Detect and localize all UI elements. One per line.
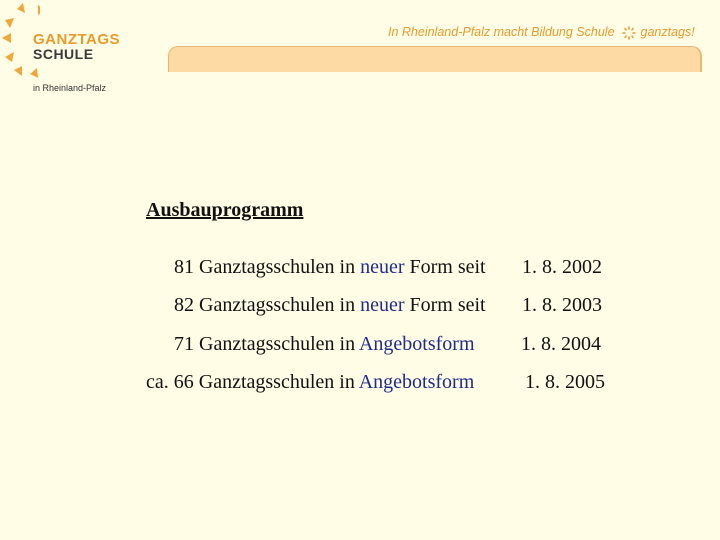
- row-date: 1. 8. 2005: [525, 371, 605, 393]
- slogan-text: In Rheinland-Pfalz macht Bildung Schule: [388, 25, 615, 39]
- row-date: 1. 8. 2003: [522, 294, 602, 316]
- list-item: [174, 256, 486, 279]
- ganztagsschule-logo: [0, 0, 130, 100]
- row-date: 1. 8. 2004: [521, 333, 601, 355]
- header-bar: [168, 46, 702, 72]
- list-item: [174, 294, 486, 317]
- row-text: ca. 66 Ganztagsschulen in: [146, 371, 359, 393]
- list-item: [146, 371, 474, 394]
- logo-title-ganztags: GANZTAGS: [33, 31, 121, 48]
- row-date: 1. 8. 2002: [522, 256, 602, 278]
- row-highlight: Angebotsform: [358, 371, 475, 393]
- sun-burst-icon: [621, 26, 637, 40]
- logo-subtitle: in Rheinland-Pfalz: [33, 83, 107, 93]
- row-text: 71 Ganztagsschulen in: [174, 333, 359, 355]
- row-highlight: Angebotsform: [358, 333, 475, 355]
- row-suffix: Form seit: [404, 256, 486, 278]
- row-text: 82 Ganztagsschulen in: [174, 294, 361, 316]
- header-slogan: [388, 25, 695, 40]
- row-suffix: Form seit: [404, 294, 486, 316]
- slogan-ganztags: ganztags!: [640, 25, 695, 39]
- logo-title-schule: SCHULE: [33, 46, 94, 62]
- row-highlight: neuer: [360, 256, 405, 278]
- list-item: [174, 333, 475, 356]
- row-highlight: neuer: [360, 294, 405, 316]
- row-text: 81 Ganztagsschulen in: [174, 256, 361, 278]
- page-title: Ausbauprogramm: [146, 199, 304, 221]
